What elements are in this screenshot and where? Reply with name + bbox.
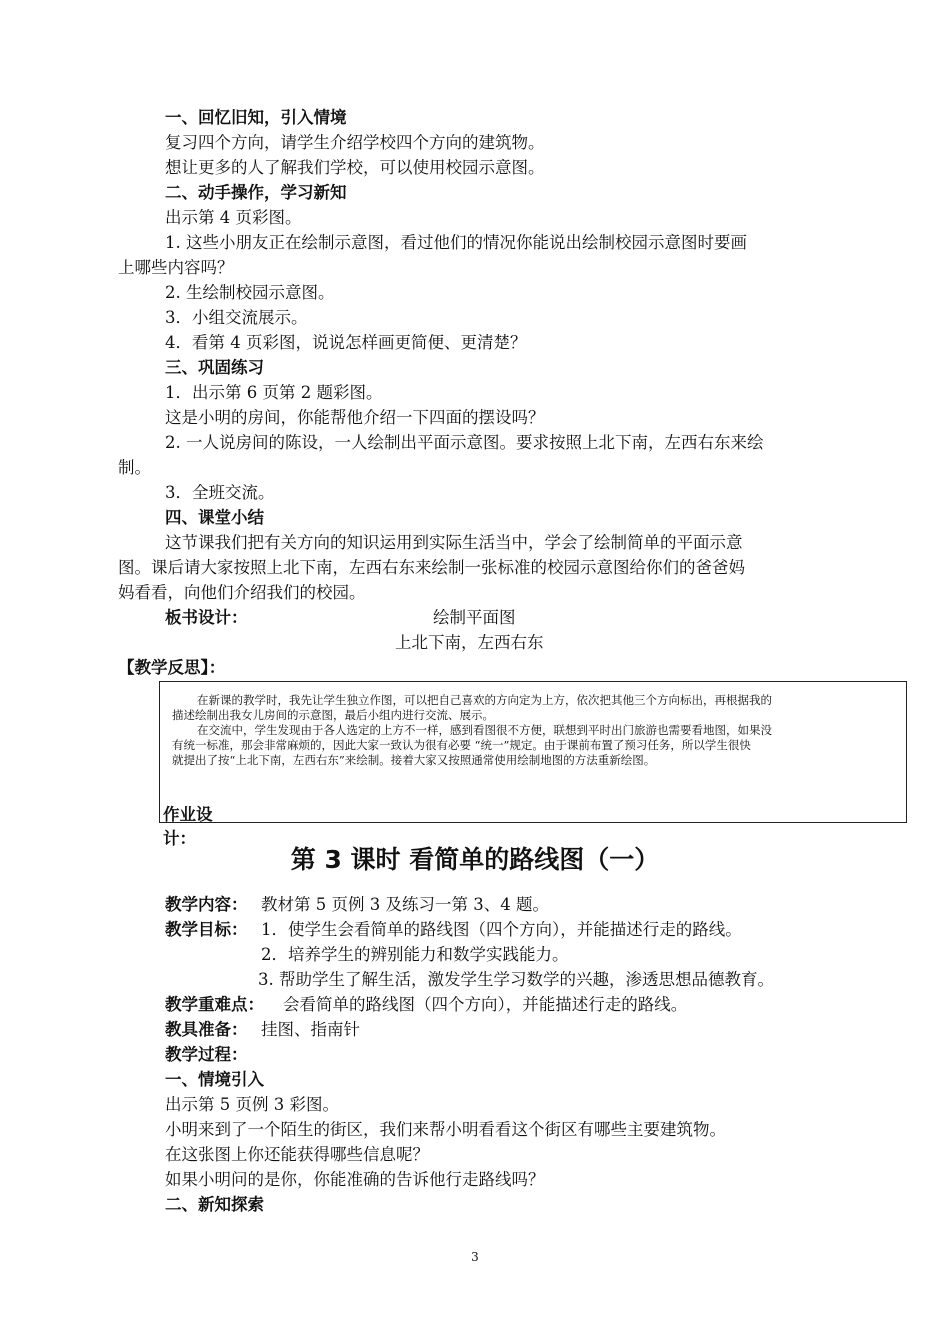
paragraph: 2. 生绘制校园示意图。 (165, 283, 335, 302)
paragraph: 如果小明问的是你，你能准确的告诉他行走路线吗？ (165, 1170, 545, 1189)
reflection-line: 描述绘制出我女儿房间的示意图，最后小组内进行交流、展示。 (172, 708, 494, 722)
paragraph: 在这张图上你还能获得哪些信息呢？ (165, 1145, 429, 1164)
paragraph: 小明来到了一个陌生的街区，我们来帮小明看看这个街区有哪些主要建筑物。 (165, 1120, 726, 1139)
paragraph: 3．全班交流。 (165, 483, 275, 502)
content-text: 教材第 5 页例 3 及练习一第 3、4 题。 (261, 895, 549, 914)
reflection-label: 【教学反思】： (118, 658, 226, 677)
paragraph-continued: 上哪些内容吗？ (118, 258, 234, 277)
key-points-text: 会看简单的路线图（四个方向），并能描述行走的路线。 (283, 995, 688, 1014)
key-points-label: 教学重难点： (165, 995, 264, 1014)
reflection-box (159, 681, 907, 823)
section-heading-review: 一、回忆旧知，引入情境 (165, 108, 347, 127)
board-design-line-2: 上北下南，左西右东 (395, 633, 544, 652)
paragraph: 这节课我们把有关方向的知识运用到实际生活当中，学会了绘制简单的平面示意 (165, 533, 743, 552)
goal-item: 1．使学生会看简单的路线图（四个方向），并能描述行走的路线。 (261, 920, 742, 939)
section-heading-practice: 三、巩固练习 (165, 358, 264, 377)
goal-item: 2．培养学生的辨别能力和数学实践能力。 (261, 945, 569, 964)
reflection-line: 有统一标准，那会非常麻烦的，因此大家一致认为很有必要 “统一”规定。由于课前布置了预习任务，所以学生很快 (172, 738, 751, 752)
reflection-line: 在交流中，学生发现由于各人选定的上方不一样，感到看图很不方便，联想到平时出门旅游也需要看地图，如果没 (197, 723, 772, 737)
board-design-line-1: 绘制平面图 (433, 608, 516, 627)
tools-label: 教具准备： (165, 1020, 248, 1039)
board-design-label: 板书设计： (165, 608, 248, 627)
paragraph: 3．小组交流展示。 (165, 308, 308, 327)
paragraph: 出示第 5 页例 3 彩图。 (165, 1095, 339, 1114)
paragraph: 4．看第 4 页彩图，说说怎样画更简便、更清楚？ (165, 333, 527, 352)
paragraph-continued: 图。课后请大家按照上北下南，左西右东来绘制一张标准的校园示意图给你们的爸爸妈 (118, 558, 745, 577)
section-heading-explore: 二、新知探索 (165, 1195, 264, 1214)
section-heading-new-knowledge: 二、动手操作，学习新知 (165, 183, 347, 202)
goals-label: 教学目标： (165, 920, 248, 939)
paragraph: 想让更多的人了解我们学校，可以使用校园示意图。 (165, 158, 545, 177)
content-label: 教学内容： (165, 895, 248, 914)
paragraph: 复习四个方向，请学生介绍学校四个方向的建筑物。 (165, 133, 545, 152)
reflection-line: 就提出了按“上北下南，左西右东”来绘制。接着大家又按照通常使用绘制地图的方法重新绘图。 (172, 753, 656, 767)
paragraph-continued: 制。 (118, 458, 151, 477)
process-label: 教学过程： (165, 1045, 248, 1064)
reflection-line: 在新课的教学时，我先让学生独立作图，可以把自己喜欢的方向定为上方，依次把其他三个方向标出，再根据我的 (197, 693, 772, 707)
page-number: 3 (471, 1250, 479, 1264)
paragraph: 这是小明的房间，你能帮他介绍一下四面的摆设吗？ (165, 408, 545, 427)
lesson-title: 第 3 课时 看简单的路线图（一） (290, 845, 660, 874)
section-heading-summary: 四、课堂小结 (165, 508, 264, 527)
paragraph: 2. 一人说房间的陈设，一人绘制出平面示意图。要求按照上北下南，左西右东来绘 (165, 433, 764, 452)
paragraph: 1. 这些小朋友正在绘制示意图，看过他们的情况你能说出绘制校园示意图时要画 (165, 233, 747, 252)
paragraph: 1．出示第 6 页第 2 题彩图。 (165, 383, 383, 402)
goal-item: 3. 帮助学生了解生活，激发学生学习数学的兴趣，渗透思想品德教育。 (258, 970, 774, 989)
paragraph-continued: 妈看看，向他们介绍我们的校园。 (118, 583, 366, 602)
paragraph: 出示第 4 页彩图。 (165, 208, 302, 227)
hidden-homework-label: 作业设计： (163, 805, 213, 848)
tools-text: 挂图、指南针 (261, 1020, 360, 1039)
section-heading-intro: 一、情境引入 (165, 1070, 264, 1089)
